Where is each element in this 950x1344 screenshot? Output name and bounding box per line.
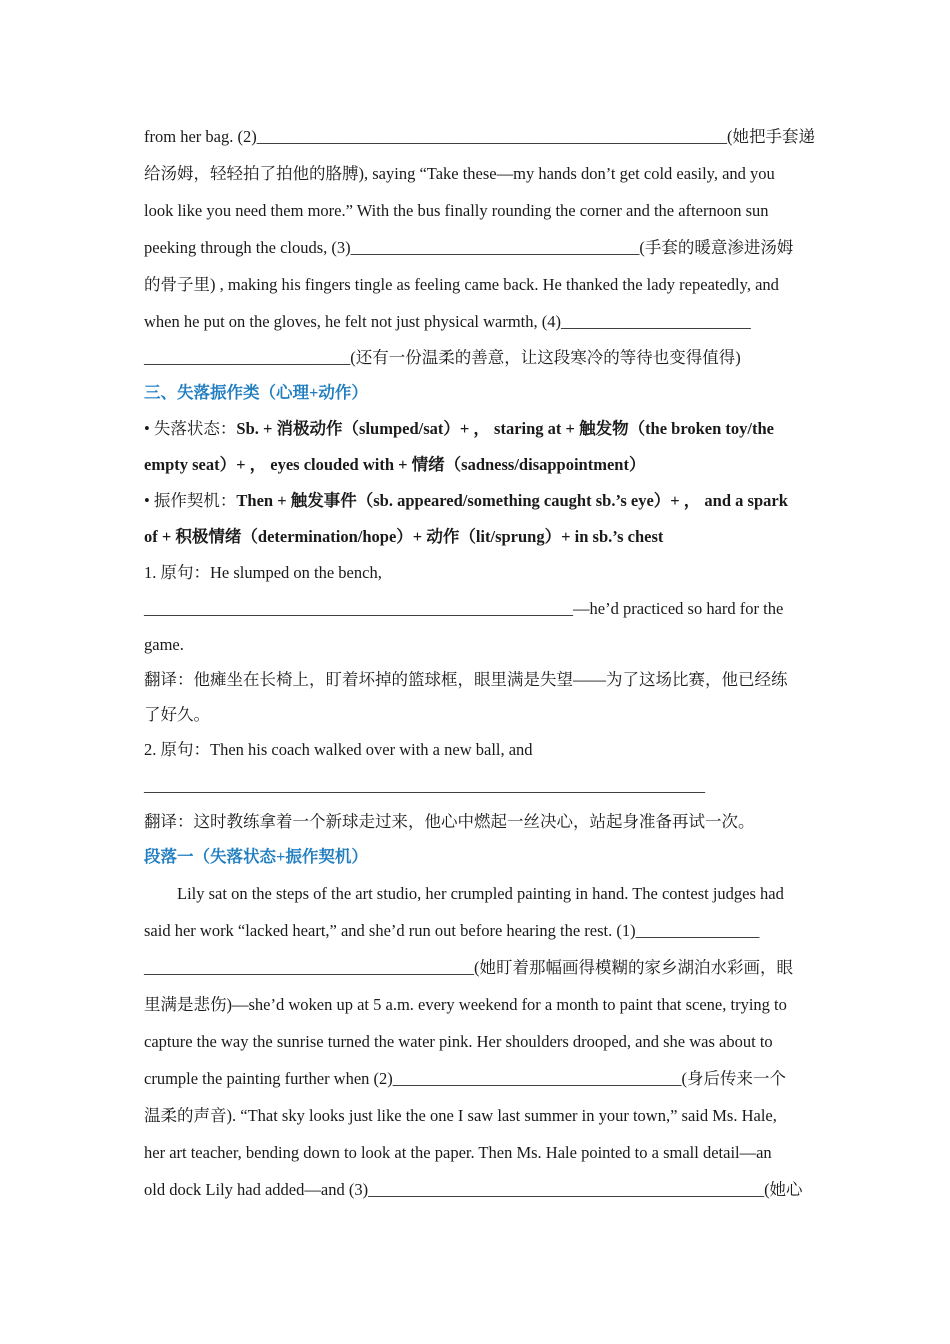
example-translation: 了好久。 <box>144 705 210 724</box>
formula-line-turn-cont <box>144 518 808 555</box>
formula-text: empty seat）+ ， eyes clouded with + 情绪（sadness/disappointment） <box>144 455 646 474</box>
paragraph-line: said her work “lacked heart,” and she’d run out before hearing the rest. (1)_______________ <box>144 921 760 940</box>
formula-text: of + 积极情绪（determination/hope）+ 动作（lit/sprung）+ in sb.’s chest <box>144 527 664 546</box>
text-line: look like you need them more.” With the bus finally rounding the corner and the afternoon sun <box>144 201 769 220</box>
paragraph-line: ________________________________________(她盯着那幅画得模糊的家乡湖泊水彩画，眼 <box>144 958 793 977</box>
example-translation: 翻译：他瘫坐在长椅上，盯着坏掉的篮球框，眼里满是失望——为了这场比赛，他已经练 <box>144 670 788 689</box>
paragraph-heading: 段落一（失落状态+振作契机） <box>144 847 368 866</box>
formula-label: • 失落状态： <box>144 419 237 438</box>
paragraph-line: crumple the painting further when (2)___________________________________(身后传来一个 <box>144 1069 787 1088</box>
text-line: _________________________(还有一份温柔的善意，让这段寒冷的等待也变得值得) <box>144 348 741 367</box>
formula-line-state <box>144 411 808 446</box>
example-blank: ____________________________________________________—he’d practiced so hard for the <box>144 599 784 618</box>
paragraph-line: her art teacher, bending down to look at the paper. Then Ms. Hale pointed to a small detail—an <box>144 1143 772 1162</box>
paragraph-line: 温柔的声音). “That sky looks just like the one I saw last summer in your town,” said Ms. Hale, <box>144 1106 777 1125</box>
paragraph-line: old dock Lily had added—and (3)________________________________________________(她心 <box>144 1180 803 1199</box>
text-line: 给汤姆，轻轻拍了拍他的胳膊), saying “Take these—my hands don’t get cold easily, and you <box>144 164 775 183</box>
paragraph-line: capture the way the sunrise turned the water pink. Her shoulders drooped, and she was about to <box>144 1032 773 1051</box>
formula-text: Then + 触发事件（sb. appeared/something caught sb.’s eye）+ ， and a spark <box>236 491 788 510</box>
formula-line-turn <box>144 483 808 518</box>
text-line: when he put on the gloves, he felt not just physical warmth, (4)_______________________ <box>144 312 751 331</box>
example-original: 1. 原句：He slumped on the bench, <box>144 563 382 582</box>
formula-text: Sb. + 消极动作（slumped/sat）+ ， staring at + 触发物（the broken toy/the <box>236 419 775 438</box>
paragraph-line: Lily sat on the steps of the art studio, her crumpled painting in hand. The contest judges had <box>177 884 784 903</box>
example-blank: ____________________________________________________________________ <box>144 776 705 795</box>
formula-label: • 振作契机： <box>144 491 237 510</box>
formula-line-state-cont <box>144 446 808 483</box>
text-line: 的骨子里) , making his fingers tingle as feeling came back. He thanked the lady repeatedly, and <box>144 275 779 294</box>
section-heading: 三、失落振作类（心理+动作） <box>144 383 368 402</box>
paragraph-line: 里满是悲伤)—she’d woken up at 5 a.m. every weekend for a month to paint that scene, trying to <box>144 995 787 1014</box>
text-line: from her bag. (2)_________________________________________________________(她把手套递 <box>144 127 815 146</box>
document-page <box>144 118 815 1208</box>
text-line: peeking through the clouds, (3)___________________________________(手套的暖意渗进汤姆 <box>144 238 794 257</box>
example-original: 2. 原句：Then his coach walked over with a new ball, and <box>144 740 533 759</box>
example-end: game. <box>144 635 184 654</box>
example-translation: 翻译：这时教练拿着一个新球走过来，他心中燃起一丝决心，站起身准备再试一次。 <box>144 812 755 831</box>
